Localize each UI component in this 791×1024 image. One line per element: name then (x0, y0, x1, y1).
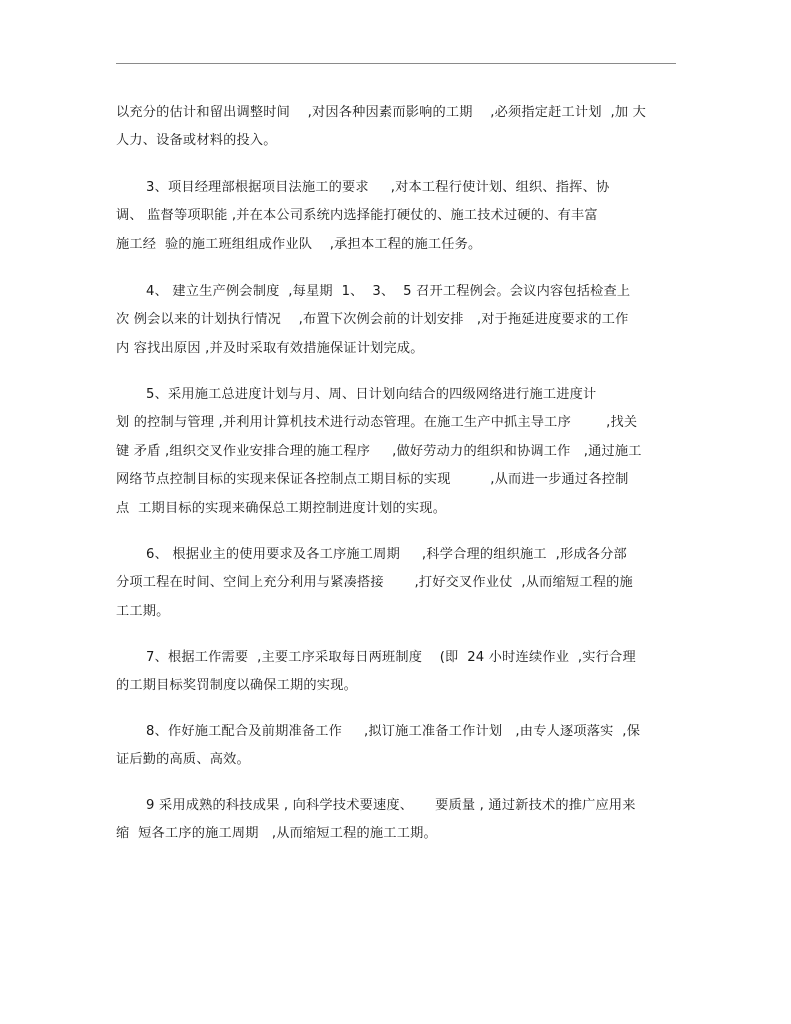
paragraph-line: 以充分的估计和留出调整时间 ,对因各种因素而影响的工期 ,必须指定赶工计划 ,加 大 (116, 105, 647, 120)
paragraph-line: 缩 短各工序的施工周期 ,从而缩短工程的施工工期。 (116, 826, 437, 841)
paragraph-line: 3、项目经理部根据项目法施工的要求 ,对本工程行使计划、组织、指挥、协 (146, 180, 610, 195)
paragraph-line: 调、 监督等项职能 ,并在本公司系统内选择能打硬仗的、施工技术过硬的、有丰富 (116, 208, 598, 223)
paragraph-line: 7、根据工作需要 ,主要工序采取每日两班制度 (即 24 小时连续作业 ,实行合理 (146, 650, 636, 665)
paragraph-line: 6、 根据业主的使用要求及各工序施工周期 ,科学合理的组织施工 ,形成各分部 (146, 547, 627, 562)
paragraph-line: 分项工程在时间、空间上充分利用与紧凑搭接 ,打好交叉作业仗 ,从而缩短工程的施 (116, 575, 633, 590)
paragraph-line: 内 容找出原因 ,并及时采取有效措施保证计划完成。 (116, 341, 424, 356)
paragraph-line: 的工期目标奖罚制度以确保工期的实现。 (116, 678, 357, 693)
paragraph-line: 键 矛盾 ,组织交叉作业安排合理的施工程序 ,做好劳动力的组织和协调工作 ,通过施工 (116, 444, 642, 459)
paragraph-line: 证后勤的高质、高效。 (116, 752, 250, 767)
paragraph-line: 划 的控制与管理 ,并利用计算机技术进行动态管理。在施工生产中抓主导工序 ,找关 (116, 415, 638, 430)
paragraph-line: 4、 建立生产例会制度 ,每星期 1、 3、 5 召开工程例会。会议内容包括检查上 (146, 284, 631, 299)
paragraph-line: 工工期。 (116, 604, 170, 619)
header-rule (116, 63, 676, 64)
paragraph-line: 人力、设备或材料的投入。 (116, 133, 277, 148)
paragraph-line: 5、采用施工总进度计划与月、周、日计划向结合的四级网络进行施工进度计 (146, 387, 597, 402)
paragraph-line: 次 例会以来的计划执行情况 ,布置下次例会前的计划安排 ,对于拖延进度要求的工作 (116, 312, 629, 327)
paragraph-line: 网络节点控制目标的实现来保证各控制点工期目标的实现 ,从而进一步通过各控制 (116, 472, 629, 487)
paragraph-line: 施工经 验的施工班组组成作业队 ,承担本工程的施工任务。 (116, 237, 482, 252)
paragraph-line: 点 工期目标的实现来确保总工期控制进度计划的实现。 (116, 501, 447, 516)
paragraph-line: 8、作好施工配合及前期准备工作 ,拟订施工准备工作计划 ,由专人逐项落实 ,保 (146, 724, 641, 739)
paragraph-line: 9 采用成熟的科技成果 , 向科学技术要速度、 要质量 , 通过新技术的推广应用来 (146, 798, 636, 813)
